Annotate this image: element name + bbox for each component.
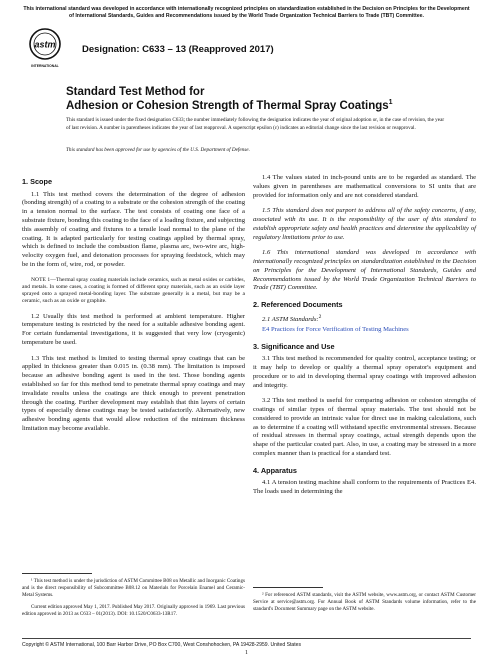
paragraph-4-1: 4.1 A tension testing machine shall conform to the requirements of Practices E4. The loads used in determining the (253, 479, 476, 496)
paragraph-1-6: 1.6 This international standard was developed in accordance with internationally recognized principles on standardization established in the Decision on Principles for the Development of International Standards, Guides and Recommendations issued by the World Trade Organization Technical Barriers to Trade (TBT) Committee. (253, 249, 476, 292)
title-line-1: Standard Test Method for (66, 86, 205, 98)
title-text: Adhesion or Cohesion Strength of Thermal Spray Coatings (66, 99, 389, 112)
paragraph-1-3: 1.3 This test method is limited to testing thermal spray coatings that can be applied in thickness greater than 0.015 in. (0.38 mm). The limitation is imposed because an adhesive bonding agent is used in the test. Those bonding agents established so far for this method tend to penetrate thermal spray coatings and may invalidate results unless the coatings are thick enough to prevent penetration through the coating. Further development may establish that thin layers of certain types of especially dense coatings may be tested satisfactorily. Alternatively, new adhesive bonding agents that would allow reduction of the minimum thickness limitation may become available. (22, 354, 245, 432)
footnotes-right (253, 587, 476, 618)
svg-text:astm: astm (34, 39, 56, 50)
approved-statement: This standard has been approved for use by agencies of the U.S. Department of Defense. (66, 147, 250, 153)
section-referenced-documents-heading: 2. Referenced Documents (253, 300, 343, 310)
copyright-line: Copyright © ASTM International, 100 Barr Harbor Drive, PO Box C700, West Conshohocken, PA 19428-2959. United States (22, 638, 471, 648)
left-column (22, 174, 245, 441)
astm-standards-label (262, 314, 476, 325)
reference-e4-link[interactable]: E4 (262, 325, 270, 333)
footnotes-left (22, 573, 245, 623)
paragraph-3-1: 3.1 This test method is recommended for quality control, acceptance testing; or it may help to develop or qualify a thermal spray operator's equipment and procedure or to aid in developing thermal spray coatings with improved adhesion and integrity. (253, 355, 476, 389)
note-1: NOTE 1—Thermal spray coating materials include ceramics, such as metal oxides or carbides, and metals. In some cases, a coating is formed of different spray materials, such as an oxide layer sprayed onto a sprayed metal-bonding layer. The substrate generally is a metal, but may be a ceramic, such as an oxide or graphite. (22, 276, 245, 305)
astm-logo (28, 27, 62, 79)
astm-standards-text: 2.1 ASTM Standards: (262, 316, 319, 324)
footnote-rule (22, 573, 92, 574)
footnote-1-edition: Current edition approved May 1, 2017. Published May 2017. Originally approved in 1969. Last previous edition approved in 2013 as C633 – 01(2013). DOI: 10.1520/C0633-13R17. (22, 604, 245, 618)
international-standard-notice: This international standard was developed in accordance with internationally recognized principles on standardization established in the Decision on Principles for the Development of International Standards, Guides and Recommendations issued by the World Trade Organization Technical Barriers to Trade (TBT) Committee. (23, 6, 470, 20)
svg-text:INTERNATIONAL: INTERNATIONAL (31, 64, 59, 68)
section-significance-heading: 3. Significance and Use (253, 341, 335, 351)
footnote-1: ¹ This test method is under the jurisdiction of ASTM Committee B08 on Metallic and Inorganic Coatings and is the direct responsibility of Subcommittee B08.12 on Materials for Porcelain Enamel and Ceramic-Metal Systems. (22, 578, 245, 599)
paragraph-1-5: 1.5 This standard does not purport to address all of the safety concerns, if any, associated with its use. It is the responsibility of the user of this standard to establish appropriate safety and health practices and determine the applicability of regulatory limitations prior to use. (253, 207, 476, 241)
page-number: 1 (245, 650, 248, 656)
title-line-2 (66, 99, 393, 112)
right-column (253, 174, 476, 504)
section-scope-heading: 1. Scope (22, 177, 53, 186)
paragraph-3-2: 3.2 This test method is useful for comparing adhesion or cohesion strengths of coatings of similar types of thermal spray materials. The test should not be considered to provide an intrinsic value for direct use in making calculations, such as to determine if a coating will withstand specific environmental stresses. Because of residual stresses in thermal spray coatings, actual strength depends upon the shape of the particular coated part. Also, in use, a coating may be stressed in a more complex manner than is practical for a standard test. (253, 397, 476, 457)
reference-e4 (262, 326, 476, 335)
designation: Designation: C633 – 13 (Reapproved 2017) (82, 44, 274, 55)
title-footnote-marker: 1 (388, 99, 393, 106)
issued-statement: This standard is issued under the fixed designation C633; the number immediately following the designation indicates the year of original adoption or, in the case of revision, the year of last revision. A number in parentheses indicates the year of last reapproval. A superscript epsilon (ε) indicates an editorial change since the last revision or reapproval. (66, 117, 445, 131)
paragraph-1-4: 1.4 The values stated in inch-pound units are to be regarded as standard. The values given in parentheses are mathematical conversions to SI units that are provided for information only and are not considered standard. (253, 174, 476, 199)
paragraph-1-2: 1.2 Usually this test method is performed at ambient temperature. Higher temperature testing is restricted by the need for a suitable adhesive bonding agent. For certain fundamental investigations, it is suggested that very low (cryogenic) temperature be used. (22, 312, 245, 346)
reference-e4-title[interactable]: Practices for Force Verification of Testing Machines (270, 325, 409, 333)
footnote-2: ² For referenced ASTM standards, visit the ASTM website, www.astm.org, or contact ASTM Customer Service at service@astm.org. For Annual Book of ASTM Standards volume information, refer to the standard's Document Summary page on the ASTM website. (253, 592, 476, 613)
paragraph-1-1: 1.1 This test method covers the determination of the degree of adhesion (bonding strength) of a coating to a substrate or the cohesion strength of the coating in a tension normal to the surface. The test consists of coating one face of a substrate fixture, bonding this coating to the face of a loading fixture, and subjecting this assembly of coating and fixtures to a tensile load normal to the plane of the coating. It is adapted particularly for testing coatings applied by thermal spray, which is defined to include the combustion flame, plasma arc, two-wire arc, high-velocity oxygen fuel, and detonation processes for spraying feedstock, which may be in the form of, wire, rod, or powder. (22, 190, 245, 268)
section-apparatus-heading: 4. Apparatus (253, 465, 297, 475)
footnote-rule-right (253, 587, 323, 588)
astm-standards-footnote-marker: 2 (318, 313, 322, 320)
